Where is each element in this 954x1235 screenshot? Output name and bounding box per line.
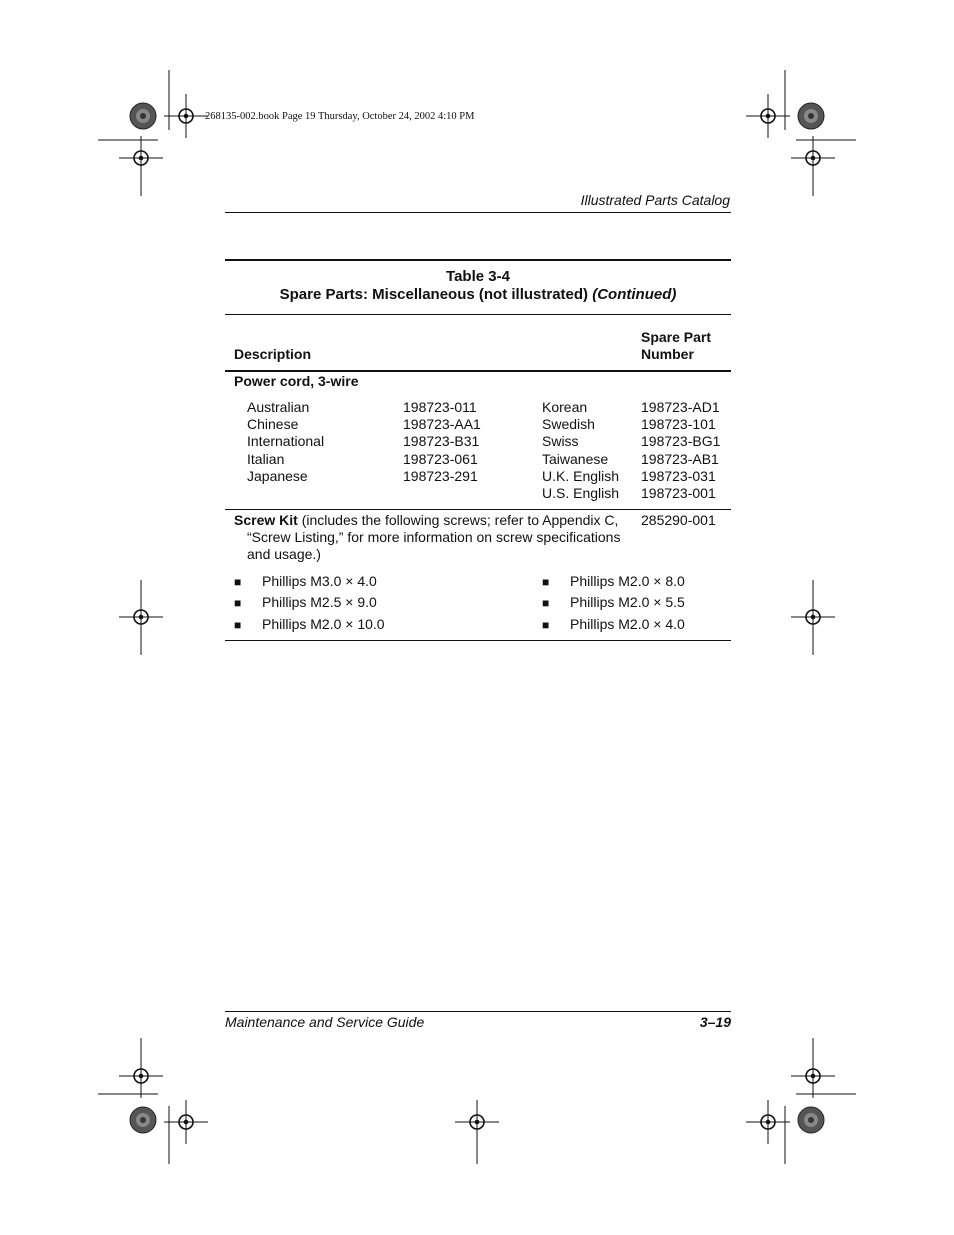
screw-kit-description — [234, 512, 626, 564]
part-number: 198723-AA1 — [403, 416, 481, 433]
bullet-square-icon: ■ — [542, 618, 550, 632]
column-header-spare-part — [641, 329, 711, 363]
part-number: 198723-001 — [641, 485, 716, 502]
list-item: Phillips M3.0 × 4.0 — [262, 573, 377, 589]
bullet-square-icon: ■ — [234, 575, 242, 589]
list-item: Chinese — [247, 416, 299, 433]
running-head: Illustrated Parts Catalog — [580, 192, 730, 208]
page-number: 3–19 — [699, 1014, 731, 1030]
header-bottom-rule — [225, 370, 731, 372]
screw-kit-desc-line2: “Screw Listing,” for more information on screw specifications — [247, 529, 621, 546]
part-number: 198723-B31 — [403, 433, 480, 450]
bullet-square-icon: ■ — [234, 596, 242, 610]
list-item: Italian — [247, 450, 285, 467]
list-item: Korean — [542, 399, 588, 415]
power-cord-left-names — [247, 399, 324, 485]
list-item: International — [247, 433, 325, 450]
list-item: Swiss — [542, 433, 579, 450]
power-cord-right-parts — [641, 399, 720, 502]
table-bottom-rule — [225, 640, 731, 641]
table-title: Spare Parts: Miscellaneous (not illustrated) — [279, 286, 589, 303]
caption-rule — [225, 314, 731, 315]
list-item: Japanese — [247, 467, 308, 484]
list-item: Phillips M2.0 × 5.5 — [570, 594, 685, 610]
part-number: 198723-BG1 — [641, 433, 721, 450]
bullet-square-icon: ■ — [234, 618, 242, 632]
table-caption — [225, 268, 731, 304]
table-continued: (Continued) — [592, 286, 677, 303]
part-number: 198723-AB1 — [641, 450, 719, 467]
screw-kit-part-number: 285290-001 — [641, 512, 716, 528]
table-top-rule — [225, 259, 731, 261]
part-number: 198723-AD1 — [641, 399, 720, 415]
bullet-square-icon: ■ — [542, 575, 550, 589]
column-header-spare-line1: Spare Part — [641, 329, 712, 345]
print-slug: 268135-002.book Page 19 Thursday, October 24, 2002 4:10 PM — [205, 111, 475, 122]
list-item: U.S. English — [542, 485, 620, 502]
list-item: Phillips M2.0 × 8.0 — [570, 573, 685, 589]
part-number: 198723-101 — [641, 416, 716, 433]
table-number: Table 3-4 — [446, 268, 510, 285]
list-item: Phillips M2.5 × 9.0 — [262, 594, 377, 610]
screw-kit-desc-line3: and usage.) — [247, 546, 321, 563]
list-item: Phillips M2.0 × 10.0 — [262, 616, 385, 632]
list-item: Swedish — [542, 416, 595, 433]
column-header-description: Description — [234, 346, 312, 362]
part-number: 198723-031 — [641, 467, 716, 484]
bullet-square-icon: ■ — [542, 596, 550, 610]
screw-kit-desc-line1: (includes the following screws; refer to Appendix C, — [297, 512, 619, 528]
part-number: 198723-061 — [403, 450, 478, 467]
power-cord-left-parts — [403, 399, 481, 485]
list-item: Phillips M2.0 × 4.0 — [570, 616, 685, 632]
header-rule — [225, 212, 731, 213]
column-header-spare-line2: Number — [641, 346, 694, 362]
footer-title: Maintenance and Service Guide — [225, 1014, 425, 1030]
part-number: 198723-011 — [403, 399, 477, 415]
list-item: Australian — [247, 399, 310, 415]
screw-kit-label: Screw Kit — [234, 512, 298, 528]
power-cord-heading: Power cord, 3-wire — [234, 373, 359, 389]
part-number: 198723-291 — [403, 467, 478, 484]
footer-rule — [225, 1011, 731, 1012]
power-cord-right-names — [542, 399, 619, 502]
section-rule — [225, 509, 731, 510]
list-item: U.K. English — [542, 467, 620, 484]
list-item: Taiwanese — [542, 450, 609, 467]
table-title-line — [225, 286, 731, 304]
